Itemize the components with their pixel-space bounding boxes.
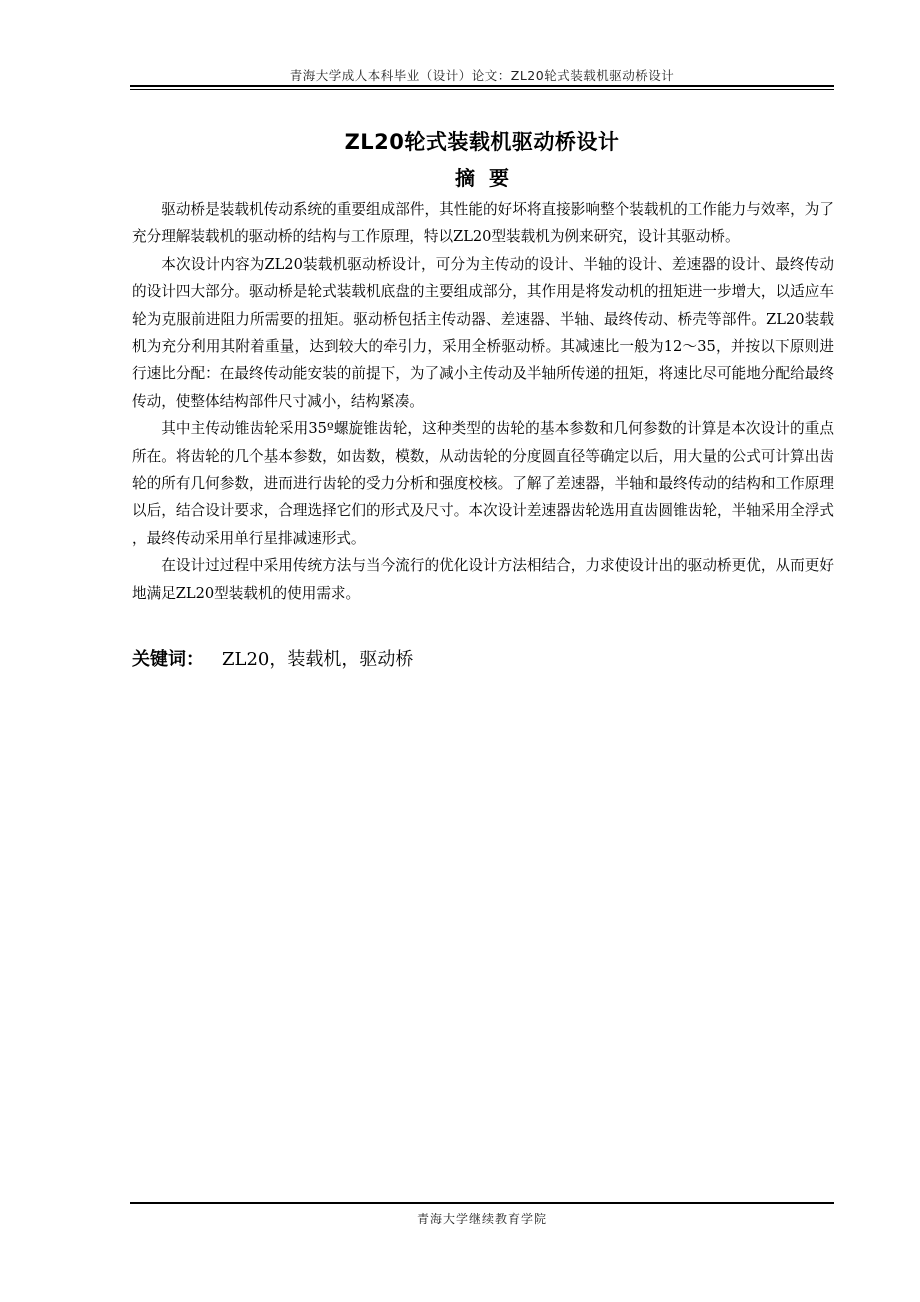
abstract-heading: 摘要 (455, 166, 523, 190)
keywords-label: 关键词： (132, 649, 204, 670)
header-rule-thick (130, 85, 834, 87)
keywords-line (132, 645, 834, 675)
footer-institution: 青海大学继续教育学院 (416, 1212, 547, 1226)
abstract-paragraph-2: 本次设计内容为ZL20装载机驱动桥设计，可分为主传动的设计、半轴的设计、差速器的设计、最终传动的设计四大部分。驱动桥是轮式装载机底盘的主要组成部分，其作用是将发动机的扭矩进一步增大，以适应车轮为克服前进阻力所需要的扭矩。驱动桥包括主传动器、差速器、半轴、最终传动、桥壳等部件。ZL20装载机为充分利用其附着重量，达到较大的牵引力，采用全桥驱动桥。其减速比一般为12～35，并按以下原则进行速比分配：在最终传动能安装的前提下，为了减小主传动及半轴所传递的扭矩，将速比尽可能地分配给最终传动，使整体结构部件尺寸减小，结构紧凑。 (132, 255, 834, 410)
abstract-paragraph-3: 其中主传动锥齿轮采用35º螺旋锥齿轮，这种类型的齿轮的基本参数和几何参数的计算是本次设计的重点所在。将齿轮的几个基本参数，如齿数，模数，从动齿轮的分度圆直径等确定以后，用大量的公式可计算出齿轮的所有几何参数，进而进行齿轮的受力分析和强度校核。了解了差速器，半轴和最终传动的结构和工作原理以后，结合设计要求，合理选择它们的形式及尺寸。本次设计差速器齿轮选用直齿圆锥齿轮，半轴采用全浮式 ，最终传动采用单行星排减速形式。 (132, 420, 834, 547)
abstract-paragraph-4: 在设计过过程中采用传统方法与当今流行的优化设计方法相结合，力求使设计出的驱动桥更优，从而更好地满足ZL20型装载机的使用需求。 (132, 557, 834, 602)
document-title: ZL20轮式装载机驱动桥设计 (344, 130, 620, 154)
keywords-value: ZL20，装载机，驱动桥 (222, 649, 414, 670)
footer-rule (130, 1202, 834, 1204)
running-header: 青海大学成人本科毕业（设计）论文：ZL20轮式装载机驱动桥设计 (289, 68, 675, 83)
abstract-paragraph-1: 驱动桥是装载机传动系统的重要组成部件，其性能的好坏将直接影响整个装载机的工作能力与效率，为了充分理解装载机的驱动桥的结构与工作原理，特以ZL20型装载机为例来研究，设计其驱动桥。 (132, 201, 834, 246)
abstract-body (132, 196, 834, 607)
header-rule-thin (130, 89, 834, 90)
